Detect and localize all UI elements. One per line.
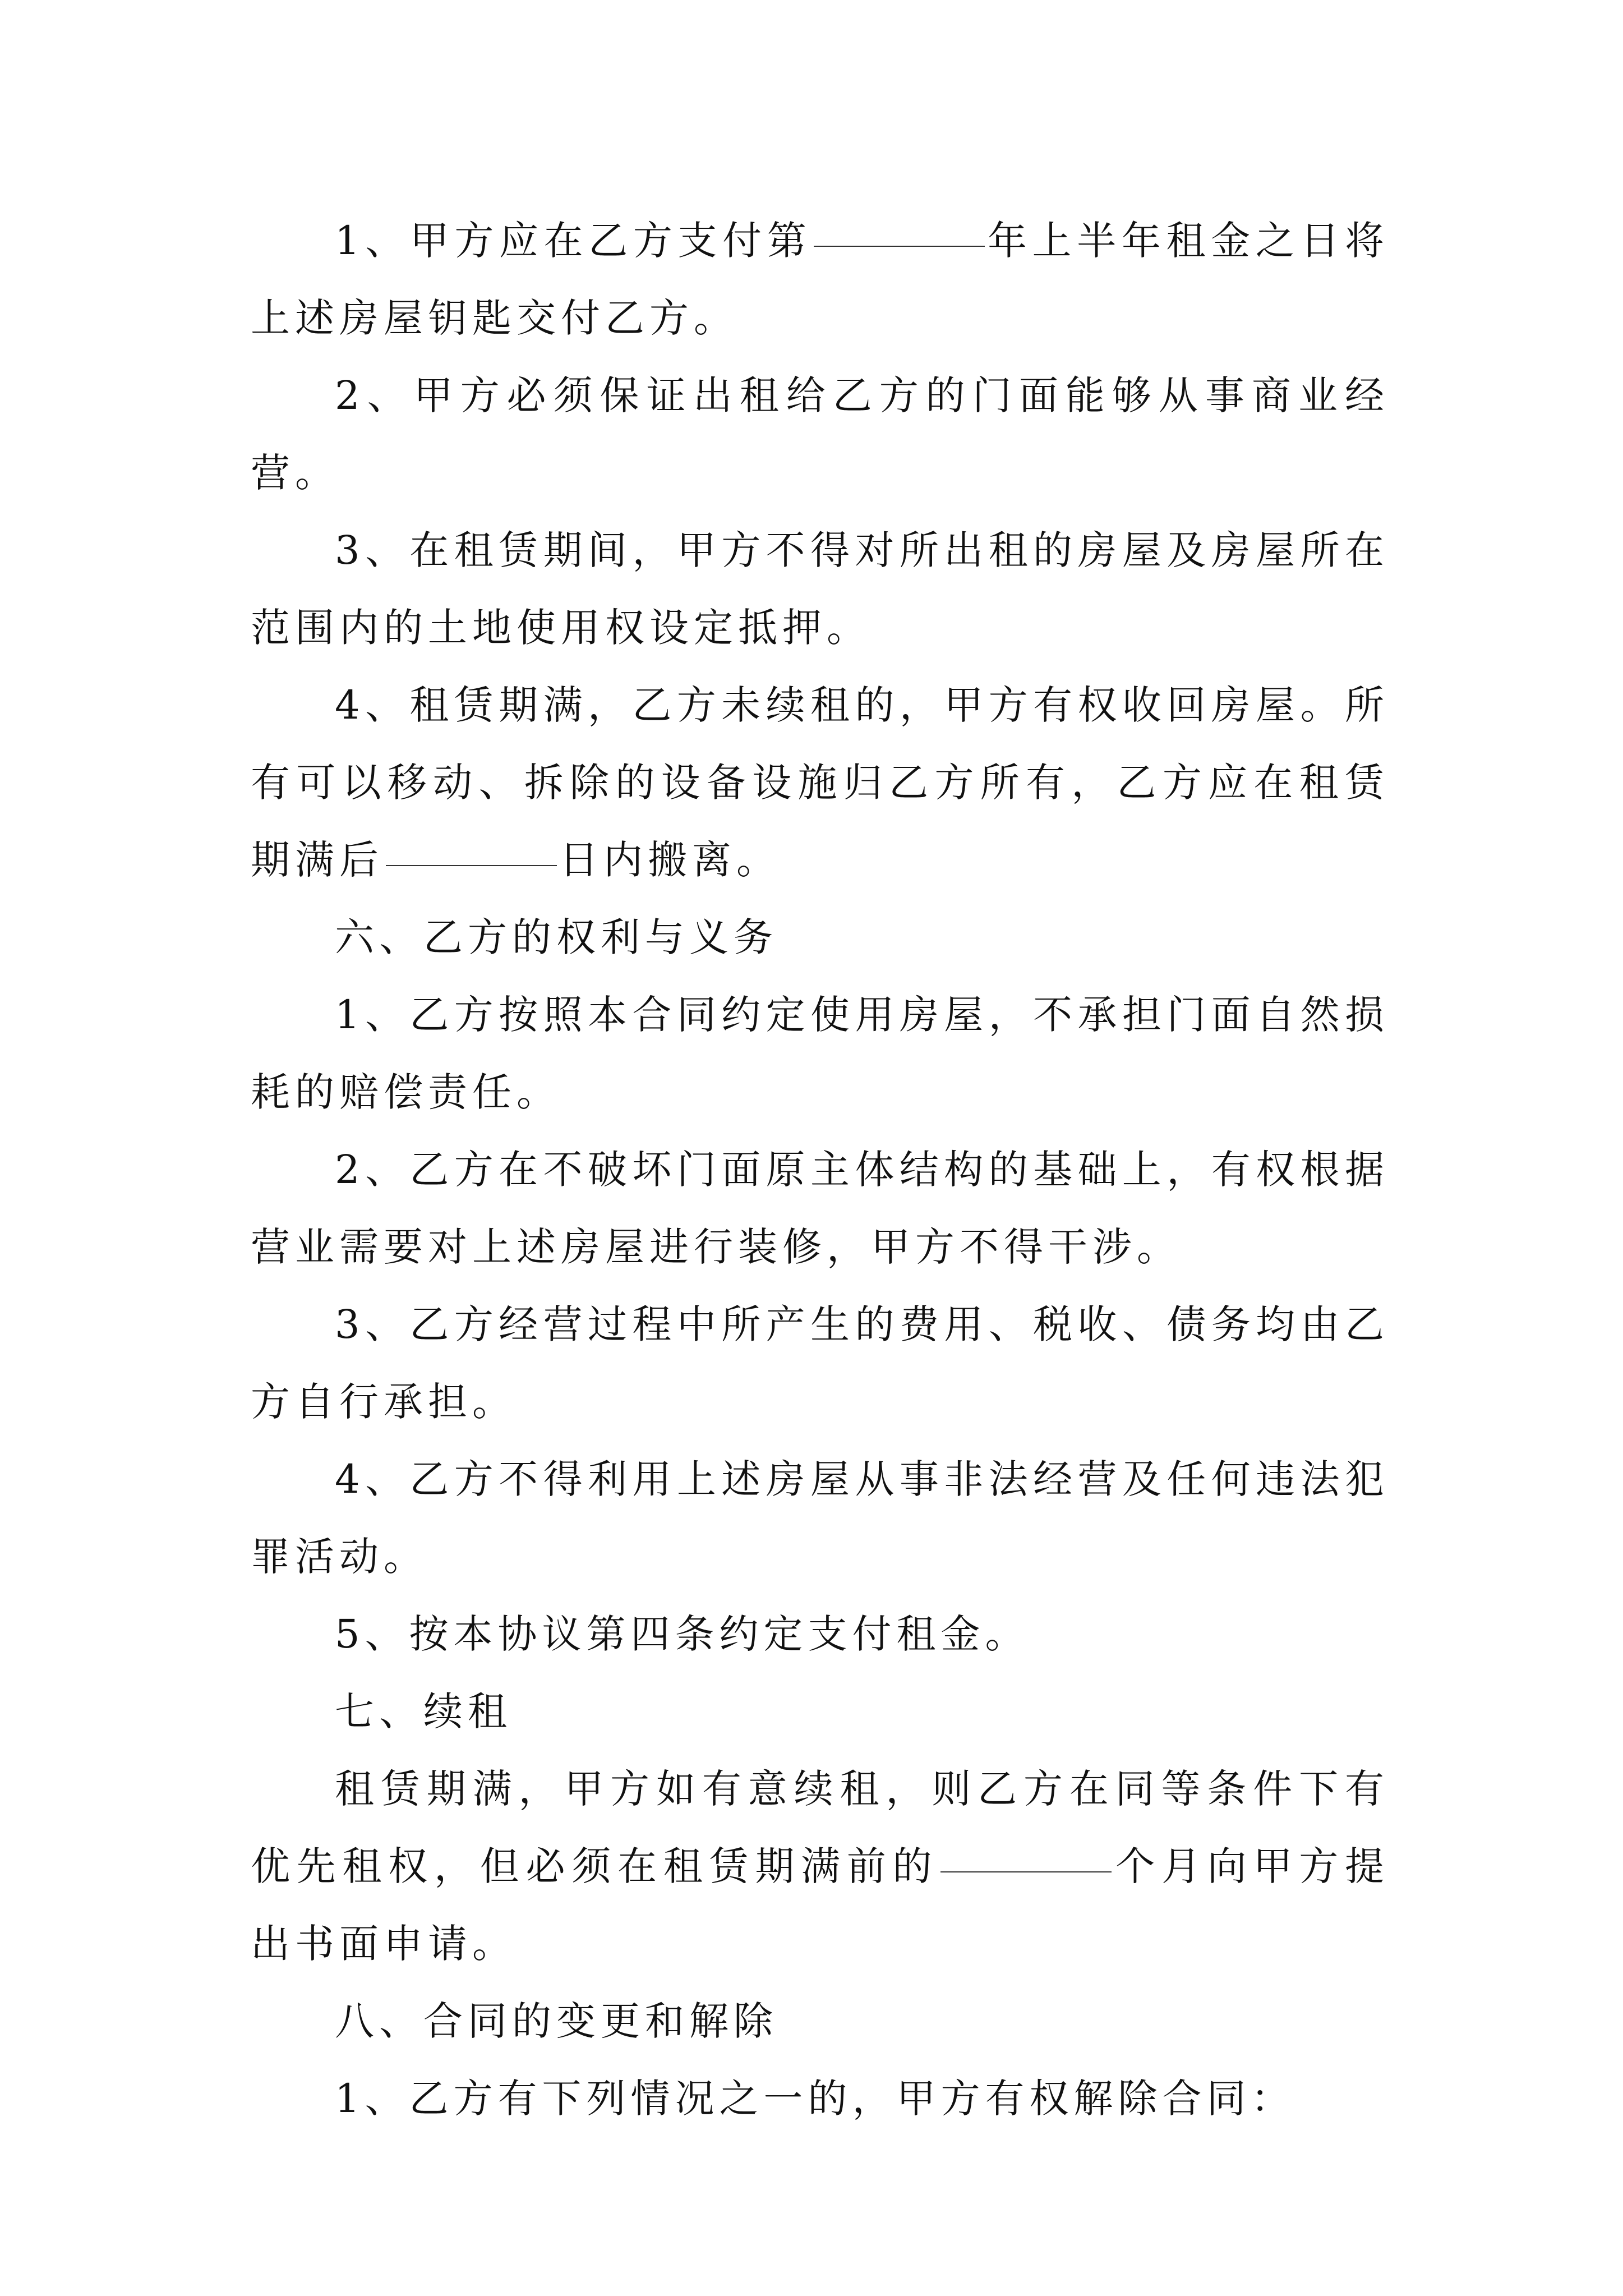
months-blank[interactable] — [940, 1871, 1112, 1872]
clause5-item1-after: 年上半年租金之日将上述房屋钥匙交付乙方。 — [251, 218, 1389, 341]
clause7-body-after: 个月向甲方提出书面申请。 — [251, 1843, 1390, 1967]
clause5-item4-after: 日内搬离。 — [559, 837, 781, 883]
clause6-item4: 4、乙方不得利用上述房屋从事非法经营及任何违法犯罪活动。 — [251, 1456, 1389, 1580]
clause7-body — [251, 1750, 1389, 1982]
clause6-heading: 六、乙方的权利与义务 — [335, 914, 778, 960]
clause6-item2: 2、乙方在不破坏门面原主体结构的基础上，有权根据营业需要对上述房屋进行装修，甲方不得干涉。 — [251, 1147, 1389, 1270]
clause6-item5: 5、按本协议第四条约定支付租金。 — [335, 1611, 1030, 1657]
clause8-heading: 八、合同的变更和解除 — [335, 1998, 778, 2044]
clause7-body-before: 租赁期满，甲方如有意续租，则乙方在同等条件下有优先租权，但必须在租赁期满前的 — [251, 1766, 1389, 1889]
clause5-item1 — [251, 202, 1389, 357]
clause7-heading: 七、续租 — [335, 1688, 512, 1734]
clause5-item4 — [251, 666, 1389, 899]
contract-text — [251, 202, 1389, 2137]
year-blank[interactable] — [814, 245, 985, 247]
clause5-item1-before: 1、甲方应在乙方支付第 — [335, 218, 812, 264]
clause8-item1: 1、乙方有下列情况之一的，甲方有权解除合同： — [335, 2076, 1295, 2122]
clause5-item2: 2、甲方必须保证出租给乙方的门面能够从事商业经营。 — [251, 372, 1389, 496]
clause6-item3: 3、乙方经营过程中所产生的费用、税收、债务均由乙方自行承担。 — [251, 1301, 1389, 1425]
days-blank[interactable] — [386, 864, 557, 866]
clause6-item1: 1、乙方按照本合同约定使用房屋，不承担门面自然损耗的赔偿责任。 — [251, 992, 1389, 1115]
clause5-item3: 3、在租赁期间，甲方不得对所出租的房屋及房屋所在范围内的土地使用权设定抵押。 — [251, 527, 1389, 651]
clause5-item4-before: 4、租赁期满，乙方未续租的，甲方有权收回房屋。所有可以移动、拆除的设备设施归乙方所有，乙方应在租赁期满后 — [251, 682, 1389, 883]
